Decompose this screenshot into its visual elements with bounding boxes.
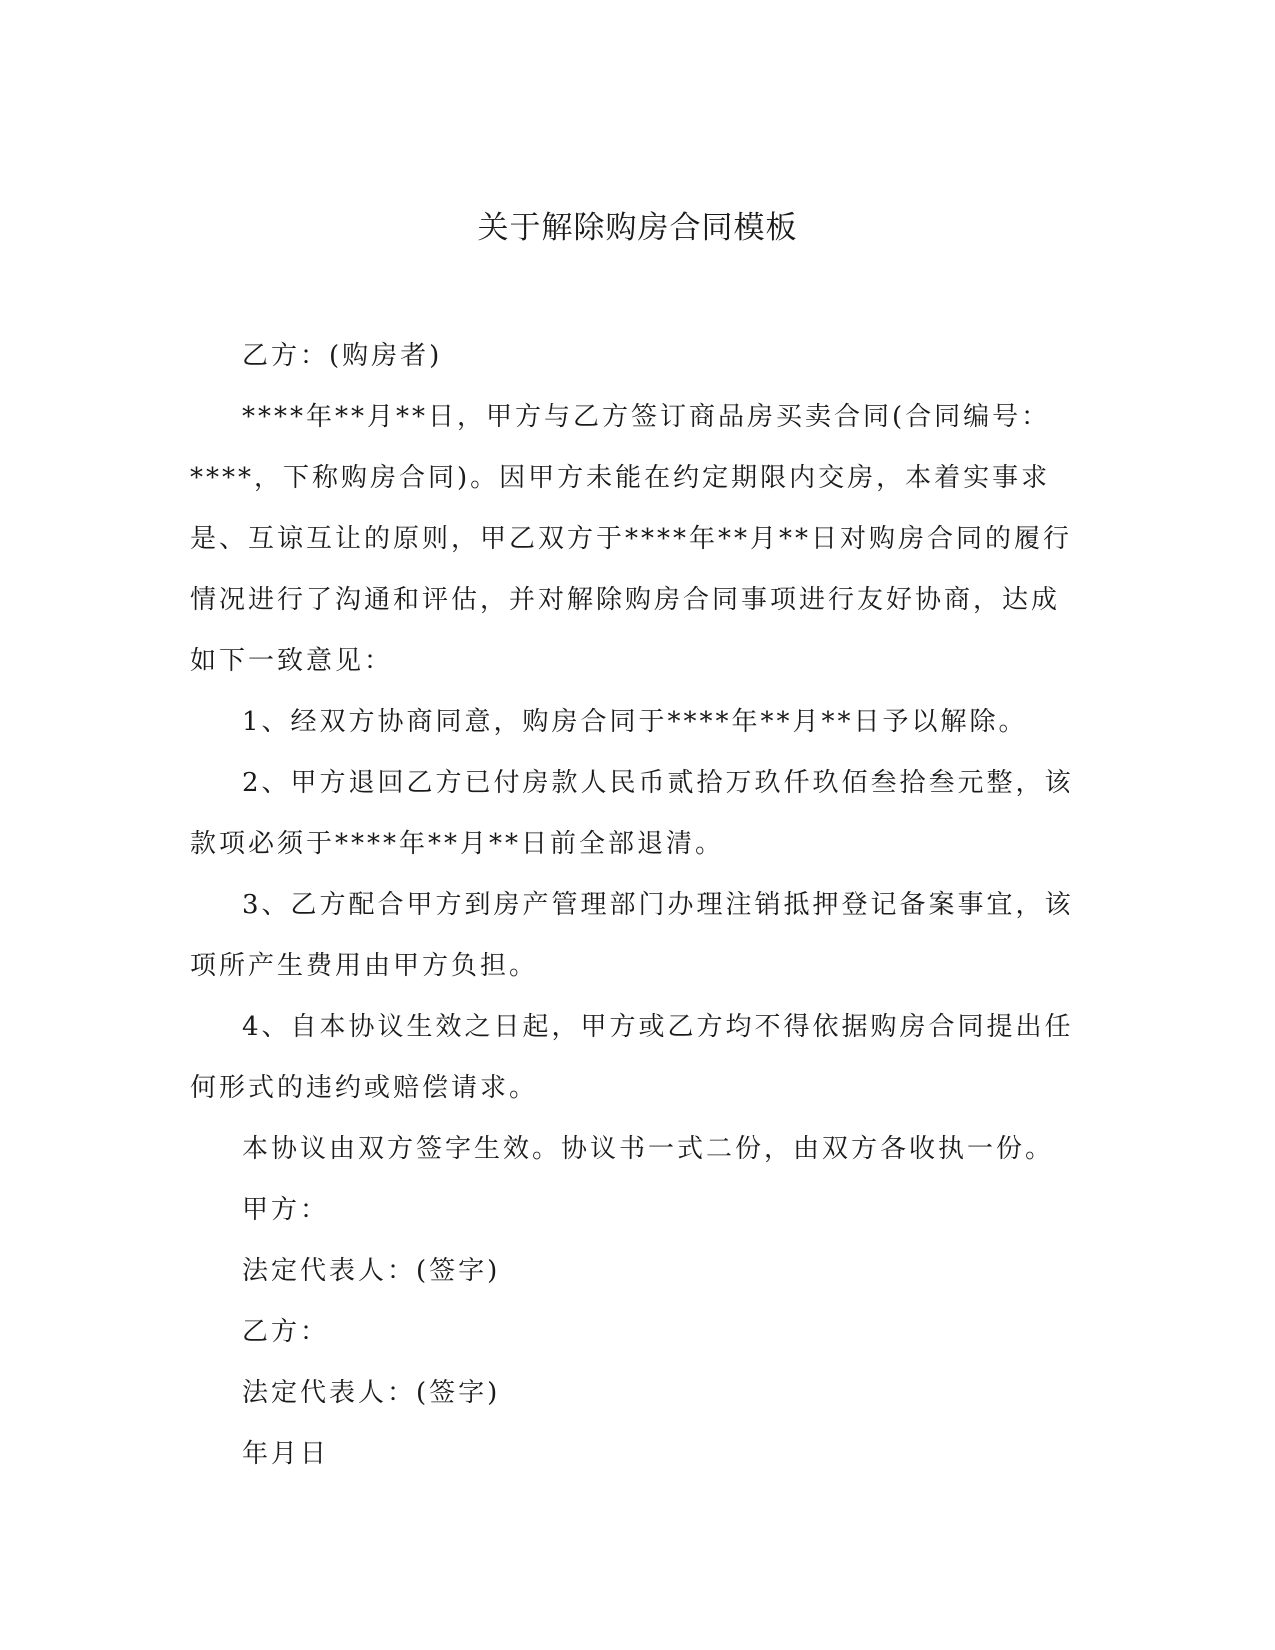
- party-b-signature-label: 乙方：: [242, 1317, 330, 1347]
- document-body: [190, 326, 1075, 1485]
- party-b-line: 乙方：(购房者): [242, 341, 443, 371]
- effect-statement: 本协议由双方签字生效。协议书一式二份，由双方各收执一份。: [242, 1134, 1055, 1164]
- party-b-representative: 法定代表人：(签字): [242, 1378, 501, 1408]
- clause-3: 3、乙方配合甲方到房产管理部门办理注销抵押登记备案事宜，该项所产生费用由甲方负担。: [190, 890, 1074, 981]
- clause-2: 2、甲方退回乙方已付房款人民币贰拾万玖仟玖佰叁拾叁元整，该款项必须于****年**月**日前全部退清。: [190, 768, 1074, 859]
- document-title: 关于解除购房合同模板: [477, 210, 798, 246]
- preamble-paragraph: ****年**月**日，甲方与乙方签订商品房买卖合同(合同编号：****，下称购房合同)。因甲方未能在约定期限内交房，本着实事求是、互谅互让的原则，甲乙双方于****年**月**日对购房合同的履行情况进行了沟通和评估，并对解除购房合同事项进行友好协商，达成如下一致意见：: [190, 402, 1073, 676]
- date-line: 年月日: [242, 1439, 330, 1469]
- party-a-signature-label: 甲方：: [242, 1195, 330, 1225]
- clause-4: 4、自本协议生效之日起，甲方或乙方均不得依据购房合同提出任何形式的违约或赔偿请求。: [190, 1012, 1074, 1103]
- clause-1: 1、经双方协商同意，购房合同于****年**月**日予以解除。: [242, 707, 1028, 737]
- party-a-representative: 法定代表人：(签字): [242, 1256, 501, 1286]
